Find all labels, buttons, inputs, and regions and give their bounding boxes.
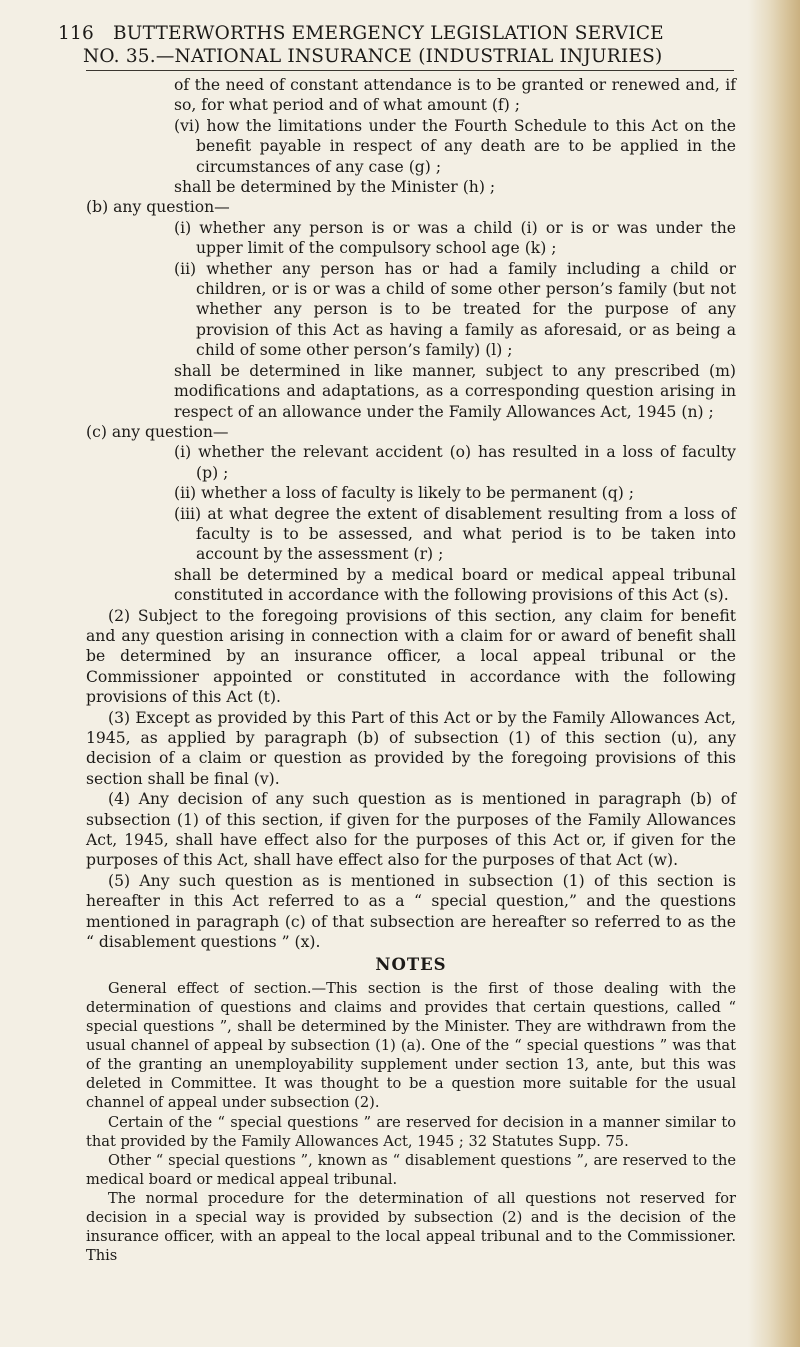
header-rule xyxy=(86,70,734,71)
paragraph: (i) whether the relevant accident (o) has resulted in a loss of faculty (p) ; xyxy=(174,443,736,482)
paragraph: (3) Except as provided by this Part of this Act or by the Family Allowances Act, 1945, as applied by paragraph (b) of subsection (1) of this section (u), any decision of a claim or question as provided by the foregoing provisions of this section shall be final (v). xyxy=(86,708,736,788)
paragraph: (c) any question— xyxy=(86,422,229,441)
paragraph: (b) any question— xyxy=(86,198,230,217)
paragraph: of the need of constant attendance is to be granted or renewed and, if so, for what period and of what amount (f) ; xyxy=(174,76,736,115)
page-number: 116 xyxy=(58,23,94,44)
paragraph: shall be determined by the Minister (h) ; xyxy=(174,178,496,197)
notes-section xyxy=(86,979,736,1265)
section-title: NO. 35.—NATIONAL INSURANCE (INDUSTRIAL INJURIES) xyxy=(83,46,663,67)
running-title: BUTTERWORTHS EMERGENCY LEGISLATION SERVICE xyxy=(113,23,664,44)
note-paragraph: General effect of section.—This section is the first of those dealing with the determination of questions and claims and provides that certain questions, called “ special questions ”, shall be determined by the Minister. They are withdrawn from the usual channel of appeal by subsection (1) (a). One of the “ special questions ” was that of the granting an unemployability supplement under section 13, ante, but this was deleted in Committee. It was thought to be a question more suitable for the usual channel of appeal under subsection (2). xyxy=(86,979,736,1112)
paragraph: (4) Any decision of any such question as is mentioned in paragraph (b) of subsection (1) of this section, if given for the purposes of the Family Allowances Act, 1945, shall have effect also for the purposes of this Act or, if given for the purposes of this Act, shall have effect also for the purposes of that Act (w). xyxy=(86,790,736,870)
paragraph: (vi) how the limitations under the Fourth Schedule to this Act on the benefit payable in respect of any death are to be applied in the circumstances of any case (g) ; xyxy=(174,116,736,176)
running-header xyxy=(58,22,738,68)
paragraph: (ii) whether any person has or had a family including a child or children, or is or was a child of some other person’s family (but not whether any person is to be treated for the purpose of any provision of this Act as having a family as aforesaid, or as being a child of some other person’s family) (l) ; xyxy=(174,259,736,360)
paragraph: (ii) whether a loss of faculty is likely to be permanent (q) ; xyxy=(174,484,635,503)
note-paragraph: The normal procedure for the determination of all questions not reserved for decision in a special way is provided by subsection (2) and is the decision of the insurance officer, with an appeal to the local appeal tribunal and to the Commissioner. This xyxy=(86,1189,736,1265)
section-title-line xyxy=(58,45,738,68)
note-paragraph: Other “ special questions ”, known as “ disablement questions ”, are reserved to the medical board or medical appeal tribunal. xyxy=(86,1151,736,1188)
header-line xyxy=(58,22,738,45)
paragraph: shall be determined by a medical board or medical appeal tribunal constituted in accordance with the following provisions of this Act (s). xyxy=(174,565,736,605)
page-edge-shadow xyxy=(748,0,800,1347)
paragraph: shall be determined in like manner, subject to any prescribed (m) modifications and adaptations, as a corresponding question arising in respect of an allowance under the Family Allowances Act, 1945 (n) ; xyxy=(174,361,736,421)
paragraph: (iii) at what degree the extent of disablement resulting from a loss of faculty is to be assessed, and what period is to be taken into account by the assessment (r) ; xyxy=(174,504,736,564)
paragraph: (2) Subject to the foregoing provisions of this section, any claim for benefit and any question arising in connection with a claim for or award of benefit shall be determined by an insurance officer, a local appeal tribunal or the Commissioner appointed or constituted in accordance with the following provisions of this Act (t). xyxy=(86,606,736,707)
note-paragraph: Certain of the “ special questions ” are reserved for decision in a manner similar to that provided by the Family Allowances Act, 1945 ; 32 Statutes Supp. 75. xyxy=(86,1113,736,1150)
statute-text xyxy=(86,75,736,1265)
paragraph: (i) whether any person is or was a child (i) or is or was under the upper limit of the compulsory school age (k) ; xyxy=(174,218,736,258)
paragraph: (5) Any such question as is mentioned in subsection (1) of this section is hereafter in this Act referred to as a “ special question,” and the questions mentioned in paragraph (c) of that subsection are hereafter so referred to as the “ disablement questions ” (x). xyxy=(86,871,736,952)
notes-heading: NOTES xyxy=(375,955,447,975)
